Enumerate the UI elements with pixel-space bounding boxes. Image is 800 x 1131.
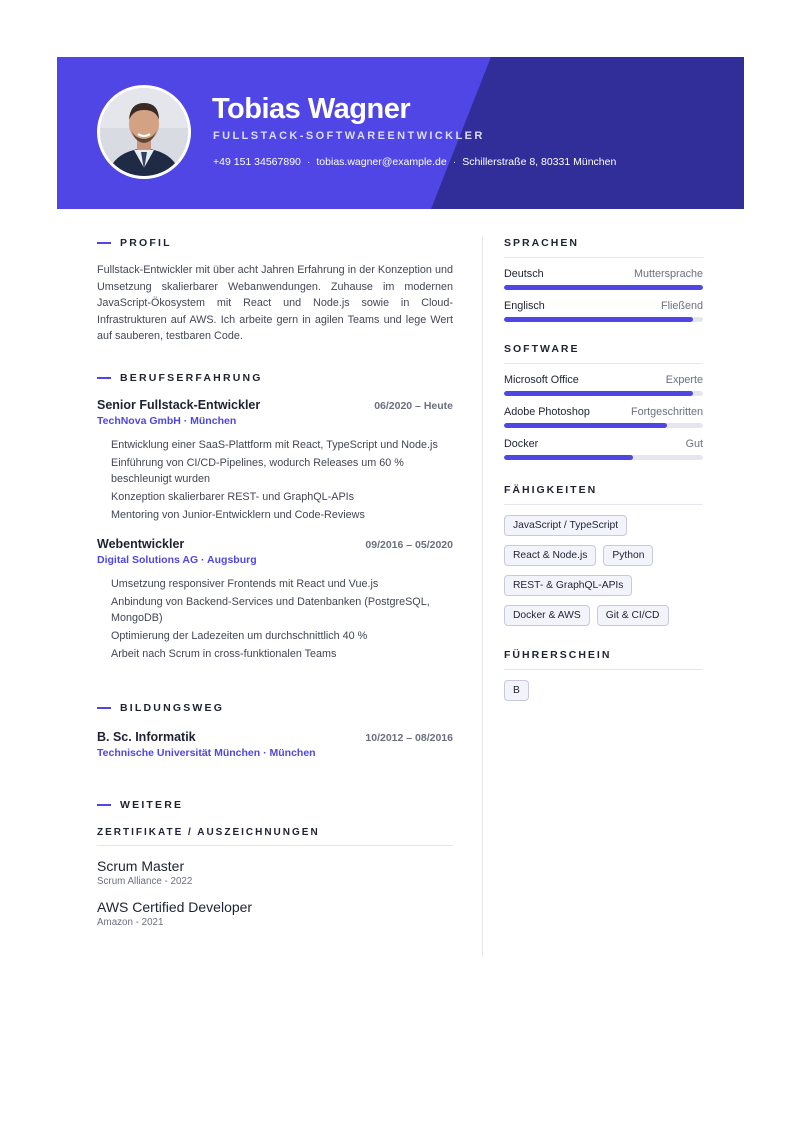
level-bar	[504, 317, 703, 322]
section-title-skills: FÄHIGKEITEN	[504, 484, 703, 505]
section-dash	[97, 707, 111, 709]
skill-tags	[504, 515, 703, 635]
skill-tag: REST- & GraphQL-APIs	[504, 575, 632, 596]
certificate-meta: Scrum Alliance - 2022	[97, 875, 193, 887]
software-level: Gut	[685, 438, 703, 450]
certificate-meta: Amazon - 2021	[97, 916, 164, 928]
profile-summary: Fullstack-Entwickler mit über acht Jahren Erfahrung in der Konzeption und Umsetzung skalierbarer Webanwendungen. Zuhause im modernen JavaScript-Ökosystem mit React und Node.js sowie in Cloud-Infrastrukturen auf AWS. Ich arbeite gern in agilen Teams und lege Wert auf sauberen, testbaren Code.	[97, 264, 453, 342]
profile-photo	[97, 85, 191, 179]
job-bullet: Anbindung von Backend-Services und Datenbanken (PostgreSQL, MongoDB)	[111, 595, 430, 624]
job-bullets	[111, 437, 453, 523]
certificate-item	[97, 858, 453, 887]
language-list	[504, 268, 703, 322]
level-bar	[504, 391, 703, 396]
job-entry	[97, 398, 453, 523]
job-bullets	[111, 576, 453, 662]
level-bar	[504, 423, 703, 428]
contact-phone[interactable]: +49 151 34567890	[213, 156, 301, 168]
main-column	[97, 237, 453, 928]
certificate-name: AWS Certified Developer	[97, 898, 253, 915]
software-item	[504, 374, 703, 396]
education-date: 10/2012 – 08/2016	[365, 731, 453, 744]
section-title-profile	[97, 237, 453, 249]
section-title-text: BILDUNGSWEG	[120, 701, 225, 714]
section-title-languages: SPRACHEN	[504, 237, 703, 258]
language-name: Englisch	[504, 300, 545, 312]
contact-address: Schillerstraße 8, 80331 München	[462, 156, 617, 168]
section-title-text: PROFIL	[120, 237, 172, 249]
side-column	[504, 237, 703, 710]
level-bar	[504, 455, 703, 460]
section-dash	[97, 377, 111, 379]
job-organization: Digital Solutions AG · Augsburg	[97, 553, 257, 566]
software-item	[504, 438, 703, 460]
candidate-name: Tobias Wagner	[212, 93, 411, 125]
job-bullet: Optimierung der Ladezeiten um durchschnittlich 40 %	[111, 629, 368, 642]
job-bullet: Konzeption skalierbarer REST- und GraphQL-APIs	[111, 490, 355, 503]
software-name: Microsoft Office	[504, 374, 579, 386]
section-dash	[97, 242, 111, 244]
software-level: Experte	[665, 374, 703, 386]
software-name: Docker	[504, 438, 539, 450]
language-item	[504, 300, 703, 322]
job-title: Senior Fullstack-Entwickler	[97, 397, 261, 412]
skill-tag: Docker & AWS	[504, 605, 590, 626]
resume-header	[57, 57, 744, 209]
certificate-name: Scrum Master	[97, 857, 185, 874]
job-date: 09/2016 – 05/2020	[365, 538, 453, 551]
language-level: Muttersprache	[633, 268, 703, 280]
level-bar	[504, 285, 703, 290]
contact-email[interactable]: tobias.wagner@example.de	[316, 156, 447, 168]
software-item	[504, 406, 703, 428]
section-title-software: SOFTWARE	[504, 343, 703, 364]
certificate-item	[97, 899, 453, 928]
contact-line	[213, 156, 616, 168]
software-level: Fortgeschritten	[630, 406, 703, 418]
level-bar-fill	[504, 423, 667, 428]
language-item	[504, 268, 703, 290]
section-title-text: BERUFSERFAHRUNG	[120, 371, 263, 384]
section-title-experience	[97, 372, 453, 384]
job-date: 06/2020 – Heute	[374, 399, 453, 412]
software-name: Adobe Photoshop	[504, 406, 590, 418]
job-bullet: Umsetzung responsiver Frontends mit React und Vue.js	[111, 577, 379, 590]
section-title-education	[97, 702, 453, 714]
certificates-subtitle: ZERTIFIKATE / AUSZEICHNUNGEN	[97, 827, 453, 846]
column-divider	[482, 237, 483, 957]
job-organization: TechNova GmbH · München	[97, 414, 237, 427]
level-bar-fill	[504, 391, 693, 396]
contact-separator: ·	[452, 156, 457, 168]
skill-tag: JavaScript / TypeScript	[504, 515, 627, 536]
section-dash	[97, 804, 111, 806]
skill-tag: React & Node.js	[504, 545, 596, 566]
skill-tag: Python	[603, 545, 653, 566]
skill-tag: Git & CI/CD	[597, 605, 669, 626]
education-school: Technische Universität München · München	[97, 746, 316, 759]
license-tags	[504, 680, 703, 710]
section-title-more	[97, 799, 453, 811]
education-degree: B. Sc. Informatik	[97, 729, 196, 744]
education-entry	[97, 730, 453, 759]
job-bullet: Arbeit nach Scrum in cross-funktionalen Teams	[111, 647, 337, 660]
job-entry	[97, 537, 453, 662]
level-bar-fill	[504, 317, 693, 322]
software-list	[504, 374, 703, 460]
license-tag: B	[504, 680, 529, 701]
level-bar-fill	[504, 285, 703, 290]
job-bullet: Mentoring von Junior-Entwicklern und Code-Reviews	[111, 508, 365, 521]
section-title-license: FÜHRERSCHEIN	[504, 649, 703, 670]
language-level: Fließend	[660, 300, 703, 312]
section-title-text: WEITERE	[120, 798, 184, 811]
job-title: Webentwickler	[97, 536, 185, 551]
contact-separator: ·	[306, 156, 311, 168]
language-name: Deutsch	[504, 268, 544, 280]
level-bar-fill	[504, 455, 633, 460]
job-bullet: Entwicklung einer SaaS-Plattform mit React, TypeScript und Node.js	[111, 438, 438, 451]
candidate-role: FULLSTACK-SOFTWAREENTWICKLER	[213, 130, 485, 142]
job-bullet: Einführung von CI/CD-Pipelines, wodurch Releases um 60 % beschleunigt wurden	[111, 456, 404, 485]
